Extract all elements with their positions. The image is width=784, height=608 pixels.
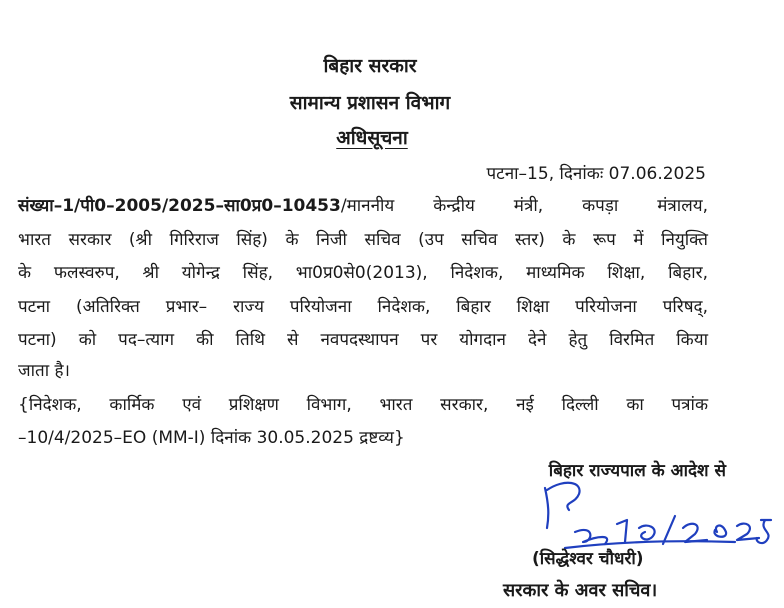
place-date-line: पटना–15, दिनांकः 07.06.2025: [486, 164, 706, 184]
body-line-6: जाता है।: [18, 361, 70, 381]
body-line-1: [18, 193, 708, 216]
body-line-5: पटना) को पद–त्याग की तिथि से नवपदस्थापन पर योगदान देने हेतु विरमित किया: [18, 330, 708, 350]
reference-number: संख्या–1/पी0–2005/2025–सा0प्र0–10453: [18, 196, 341, 216]
body-line-8: –10/4/2025–EO (MM-I) दिनांक 30.05.2025 द्रष्टव्य}: [18, 428, 405, 448]
signatory-designation: सरकार के अवर सचिव।: [503, 580, 658, 601]
department-heading: सामान्य प्रशासन विभाग: [289, 92, 451, 114]
body-line-2: भारत सरकार (श्री गिरिराज सिंह) के निजी सचिव (उप सचिव स्तर) के रूप में नियुक्ति: [18, 230, 708, 250]
notification-title: अधिसूचना: [336, 127, 408, 149]
signatory-name: (सिद्धेश्वर चौधरी): [532, 549, 644, 569]
body-line-3: के फलस्वरुप, श्री योगेन्द्र सिंह, भा0प्र0से0(2013), निदेशक, माध्यमिक शिक्षा, बिहार,: [18, 263, 708, 283]
government-heading: बिहार सरकार: [323, 55, 417, 77]
governor-order-line: बिहार राज्यपाल के आदेश से: [548, 461, 726, 481]
body-line-7: {निदेशक, कार्मिक एवं प्रशिक्षण विभाग, भारत सरकार, नई दिल्ली का पत्रांक: [18, 395, 708, 415]
body-line-1-text: /माननीय केन्द्रीय मंत्री, कपड़ा मंत्रालय,: [340, 196, 708, 216]
body-line-4: पटना (अतिरिक्त प्रभार– राज्य परियोजना निदेशक, बिहार शिक्षा परियोजना परिषद्,: [18, 297, 708, 317]
